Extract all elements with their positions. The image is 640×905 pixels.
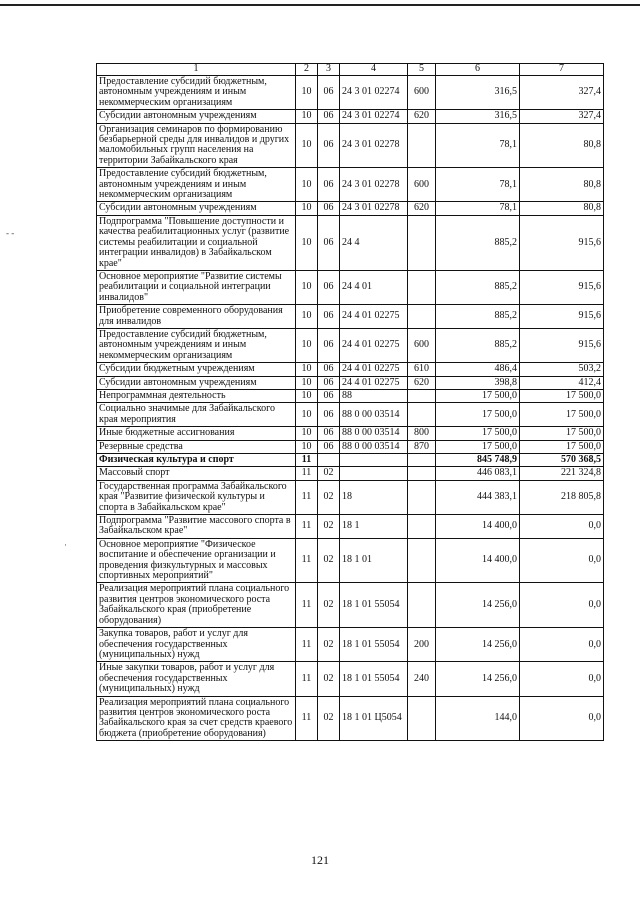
row-subsection: 02 — [318, 480, 340, 514]
row-expense-type — [408, 467, 436, 480]
row-amount-year1: 398,8 — [436, 376, 520, 389]
row-subsection: 02 — [318, 467, 340, 480]
row-section: 11 — [296, 480, 318, 514]
row-amount-year2: 17 500,0 — [520, 440, 604, 453]
table-row — [97, 110, 604, 123]
row-name: Реализация мероприятий плана социального развития центров экономического роста Забайкальского края за счет средств краевого бюджета (приобретение оборудования) — [97, 696, 296, 741]
table-row — [97, 427, 604, 440]
row-name: Физическая культура и спорт — [97, 454, 296, 467]
row-subsection: 06 — [318, 110, 340, 123]
row-target-article: 18 1 01 55054 — [340, 662, 408, 696]
row-subsection: 06 — [318, 363, 340, 376]
row-subsection — [318, 454, 340, 467]
row-subsection: 06 — [318, 440, 340, 453]
row-expense-type: 620 — [408, 110, 436, 123]
row-expense-type: 870 — [408, 440, 436, 453]
row-subsection: 02 — [318, 515, 340, 539]
row-target-article: 18 1 01 — [340, 538, 408, 583]
row-target-article: 24 4 01 — [340, 270, 408, 304]
row-subsection: 06 — [318, 76, 340, 110]
row-section: 11 — [296, 538, 318, 583]
table-row — [97, 389, 604, 402]
row-amount-year1: 78,1 — [436, 123, 520, 168]
row-expense-type — [408, 583, 436, 628]
row-amount-year1: 316,5 — [436, 76, 520, 110]
row-section: 11 — [296, 583, 318, 628]
row-amount-year1: 14 256,0 — [436, 628, 520, 662]
page-number: 121 — [311, 853, 329, 867]
row-subsection: 06 — [318, 427, 340, 440]
header-col-2: 2 — [296, 64, 318, 76]
row-subsection: 02 — [318, 662, 340, 696]
row-target-article — [340, 467, 408, 480]
margin-mark: - - — [6, 228, 15, 238]
row-name: Предоставление субсидий бюджетным, автономным учреждениям и иным некоммерческим организациям — [97, 76, 296, 110]
table-row — [97, 76, 604, 110]
row-subsection: 06 — [318, 403, 340, 427]
row-amount-year2: 80,8 — [520, 123, 604, 168]
row-section: 11 — [296, 515, 318, 539]
row-target-article: 18 1 01 55054 — [340, 628, 408, 662]
table-row — [97, 440, 604, 453]
top-rule — [0, 4, 640, 6]
row-section: 10 — [296, 363, 318, 376]
row-subsection: 06 — [318, 123, 340, 168]
row-amount-year2: 218 805,8 — [520, 480, 604, 514]
table-row — [97, 696, 604, 741]
row-expense-type — [408, 389, 436, 402]
table-row — [97, 467, 604, 480]
row-target-article: 24 4 — [340, 215, 408, 270]
row-amount-year2: 221 324,8 — [520, 467, 604, 480]
table-body — [97, 76, 604, 741]
row-name: Субсидии бюджетным учреждениям — [97, 363, 296, 376]
row-subsection: 06 — [318, 328, 340, 362]
table-row — [97, 628, 604, 662]
table-row — [97, 202, 604, 215]
row-target-article: 88 0 00 03514 — [340, 427, 408, 440]
row-subsection: 06 — [318, 389, 340, 402]
row-section: 10 — [296, 389, 318, 402]
row-name: Иные бюджетные ассигнования — [97, 427, 296, 440]
row-amount-year1: 17 500,0 — [436, 403, 520, 427]
row-target-article: 24 3 01 02278 — [340, 123, 408, 168]
row-amount-year1: 14 400,0 — [436, 515, 520, 539]
table-row — [97, 480, 604, 514]
row-section: 10 — [296, 328, 318, 362]
row-amount-year1: 444 383,1 — [436, 480, 520, 514]
table-row — [97, 328, 604, 362]
row-target-article: 24 4 01 02275 — [340, 363, 408, 376]
row-subsection: 02 — [318, 628, 340, 662]
row-expense-type: 610 — [408, 363, 436, 376]
row-target-article: 18 — [340, 480, 408, 514]
row-section: 10 — [296, 168, 318, 202]
header-col-7: 7 — [520, 64, 604, 76]
row-section: 10 — [296, 110, 318, 123]
row-section: 10 — [296, 376, 318, 389]
table-row — [97, 123, 604, 168]
row-target-article: 88 0 00 03514 — [340, 440, 408, 453]
row-amount-year1: 885,2 — [436, 215, 520, 270]
row-amount-year1: 446 083,1 — [436, 467, 520, 480]
row-name: Подпрограмма "Повышение доступности и качества реабилитационных услуг (развитие системы реабилитации и социальной интеграции инвалидов) в Забайкальском крае" — [97, 215, 296, 270]
table-row — [97, 305, 604, 329]
row-name: Массовый спорт — [97, 467, 296, 480]
row-name: Субсидии автономным учреждениям — [97, 202, 296, 215]
row-amount-year1: 14 400,0 — [436, 538, 520, 583]
table-row — [97, 454, 604, 467]
table-row — [97, 515, 604, 539]
row-amount-year1: 17 500,0 — [436, 389, 520, 402]
budget-table — [96, 63, 604, 741]
row-section: 11 — [296, 662, 318, 696]
table-row — [97, 538, 604, 583]
row-amount-year1: 17 500,0 — [436, 440, 520, 453]
row-subsection: 06 — [318, 168, 340, 202]
row-amount-year1: 486,4 — [436, 363, 520, 376]
row-expense-type: 600 — [408, 168, 436, 202]
row-name: Иные закупки товаров, работ и услуг для обеспечения государственных (муниципальных) нужд — [97, 662, 296, 696]
row-amount-year1: 14 256,0 — [436, 662, 520, 696]
table-row — [97, 363, 604, 376]
row-amount-year1: 14 256,0 — [436, 583, 520, 628]
row-amount-year2: 327,4 — [520, 110, 604, 123]
row-amount-year1: 885,2 — [436, 270, 520, 304]
row-amount-year2: 915,6 — [520, 270, 604, 304]
row-expense-type — [408, 215, 436, 270]
row-amount-year2: 503,2 — [520, 363, 604, 376]
row-amount-year1: 845 748,9 — [436, 454, 520, 467]
row-target-article: 18 1 01 Ц5054 — [340, 696, 408, 741]
row-amount-year2: 915,6 — [520, 305, 604, 329]
row-amount-year2: 17 500,0 — [520, 389, 604, 402]
row-target-article: 24 3 01 02278 — [340, 202, 408, 215]
row-section: 10 — [296, 215, 318, 270]
header-col-4: 4 — [340, 64, 408, 76]
row-section: 10 — [296, 440, 318, 453]
row-section: 11 — [296, 467, 318, 480]
row-name: Резервные средства — [97, 440, 296, 453]
row-expense-type: 800 — [408, 427, 436, 440]
row-amount-year2: 17 500,0 — [520, 427, 604, 440]
row-target-article: 24 3 01 02278 — [340, 168, 408, 202]
table-row — [97, 168, 604, 202]
row-amount-year2: 412,4 — [520, 376, 604, 389]
row-section: 11 — [296, 696, 318, 741]
row-expense-type — [408, 538, 436, 583]
row-subsection: 06 — [318, 202, 340, 215]
row-target-article: 24 4 01 02275 — [340, 305, 408, 329]
row-subsection: 06 — [318, 376, 340, 389]
row-amount-year1: 17 500,0 — [436, 427, 520, 440]
row-amount-year2: 0,0 — [520, 696, 604, 741]
row-name: Субсидии автономным учреждениям — [97, 110, 296, 123]
row-target-article: 24 3 01 02274 — [340, 110, 408, 123]
row-name: Приобретение современного оборудования для инвалидов — [97, 305, 296, 329]
row-section: 10 — [296, 123, 318, 168]
row-expense-type: 600 — [408, 76, 436, 110]
row-name: Предоставление субсидий бюджетным, автономным учреждениям и иным некоммерческим организациям — [97, 328, 296, 362]
row-expense-type: 600 — [408, 328, 436, 362]
table-row — [97, 583, 604, 628]
row-amount-year2: 17 500,0 — [520, 403, 604, 427]
row-subsection: 02 — [318, 583, 340, 628]
table-row — [97, 270, 604, 304]
row-expense-type — [408, 305, 436, 329]
row-expense-type — [408, 480, 436, 514]
row-section: 11 — [296, 454, 318, 467]
row-expense-type: 620 — [408, 202, 436, 215]
row-target-article: 18 1 01 55054 — [340, 583, 408, 628]
row-target-article: 88 0 00 03514 — [340, 403, 408, 427]
header-col-1: 1 — [97, 64, 296, 76]
row-amount-year1: 885,2 — [436, 305, 520, 329]
row-amount-year1: 78,1 — [436, 202, 520, 215]
table-row — [97, 403, 604, 427]
row-name: Основное мероприятие "Развитие системы реабилитации и социальной интеграции инвалидов" — [97, 270, 296, 304]
row-name: Государственная программа Забайкальского края "Развитие физической культуры и спорта в Забайкальском крае" — [97, 480, 296, 514]
row-expense-type — [408, 123, 436, 168]
row-expense-type: 200 — [408, 628, 436, 662]
row-target-article: 24 4 01 02275 — [340, 328, 408, 362]
row-target-article: 24 4 01 02275 — [340, 376, 408, 389]
row-subsection: 06 — [318, 215, 340, 270]
row-expense-type: 620 — [408, 376, 436, 389]
row-target-article: 18 1 — [340, 515, 408, 539]
row-amount-year2: 0,0 — [520, 662, 604, 696]
row-amount-year2: 327,4 — [520, 76, 604, 110]
row-amount-year2: 915,6 — [520, 328, 604, 362]
row-expense-type — [408, 454, 436, 467]
row-target-article: 88 — [340, 389, 408, 402]
header-col-6: 6 — [436, 64, 520, 76]
row-amount-year1: 78,1 — [436, 168, 520, 202]
row-amount-year2: 0,0 — [520, 583, 604, 628]
header-col-5: 5 — [408, 64, 436, 76]
row-amount-year1: 885,2 — [436, 328, 520, 362]
row-expense-type — [408, 403, 436, 427]
row-expense-type — [408, 515, 436, 539]
row-section: 10 — [296, 427, 318, 440]
row-amount-year2: 570 368,5 — [520, 454, 604, 467]
row-name: Непрограммная деятельность — [97, 389, 296, 402]
table-row — [97, 662, 604, 696]
table-row — [97, 376, 604, 389]
row-expense-type — [408, 696, 436, 741]
header-col-3: 3 — [318, 64, 340, 76]
row-amount-year1: 144,0 — [436, 696, 520, 741]
row-section: 10 — [296, 202, 318, 215]
row-name: Основное мероприятие "Физическое воспитание и обеспечение организации и проведения физкультурных и массовых спортивных мероприятий" — [97, 538, 296, 583]
row-name: Социально значимые для Забайкальского края мероприятия — [97, 403, 296, 427]
row-section: 11 — [296, 628, 318, 662]
row-target-article — [340, 454, 408, 467]
row-name: Закупка товаров, работ и услуг для обеспечения государственных (муниципальных) нужд — [97, 628, 296, 662]
table-header-row — [97, 64, 604, 76]
row-subsection: 02 — [318, 538, 340, 583]
row-expense-type — [408, 270, 436, 304]
row-amount-year2: 915,6 — [520, 215, 604, 270]
row-expense-type: 240 — [408, 662, 436, 696]
row-amount-year1: 316,5 — [436, 110, 520, 123]
row-section: 10 — [296, 76, 318, 110]
row-name: Реализация мероприятий плана социального развития центров экономического роста Забайкальского края (приобретение оборудования) — [97, 583, 296, 628]
row-section: 10 — [296, 270, 318, 304]
margin-dot: · — [64, 540, 67, 550]
row-subsection: 02 — [318, 696, 340, 741]
row-name: Организация семинаров по формированию безбарьерной среды для инвалидов и других маломобильных групп населения на территории Забайкальского края — [97, 123, 296, 168]
row-name: Предоставление субсидий бюджетным, автономным учреждениям и иным некоммерческим организациям — [97, 168, 296, 202]
row-subsection: 06 — [318, 305, 340, 329]
row-section: 10 — [296, 403, 318, 427]
row-amount-year2: 80,8 — [520, 202, 604, 215]
row-subsection: 06 — [318, 270, 340, 304]
row-amount-year2: 0,0 — [520, 515, 604, 539]
row-target-article: 24 3 01 02274 — [340, 76, 408, 110]
row-name: Подпрограмма "Развитие массового спорта в Забайкальском крае" — [97, 515, 296, 539]
row-section: 10 — [296, 305, 318, 329]
row-amount-year2: 0,0 — [520, 628, 604, 662]
table-row — [97, 215, 604, 270]
row-name: Субсидии автономным учреждениям — [97, 376, 296, 389]
row-amount-year2: 0,0 — [520, 538, 604, 583]
row-amount-year2: 80,8 — [520, 168, 604, 202]
